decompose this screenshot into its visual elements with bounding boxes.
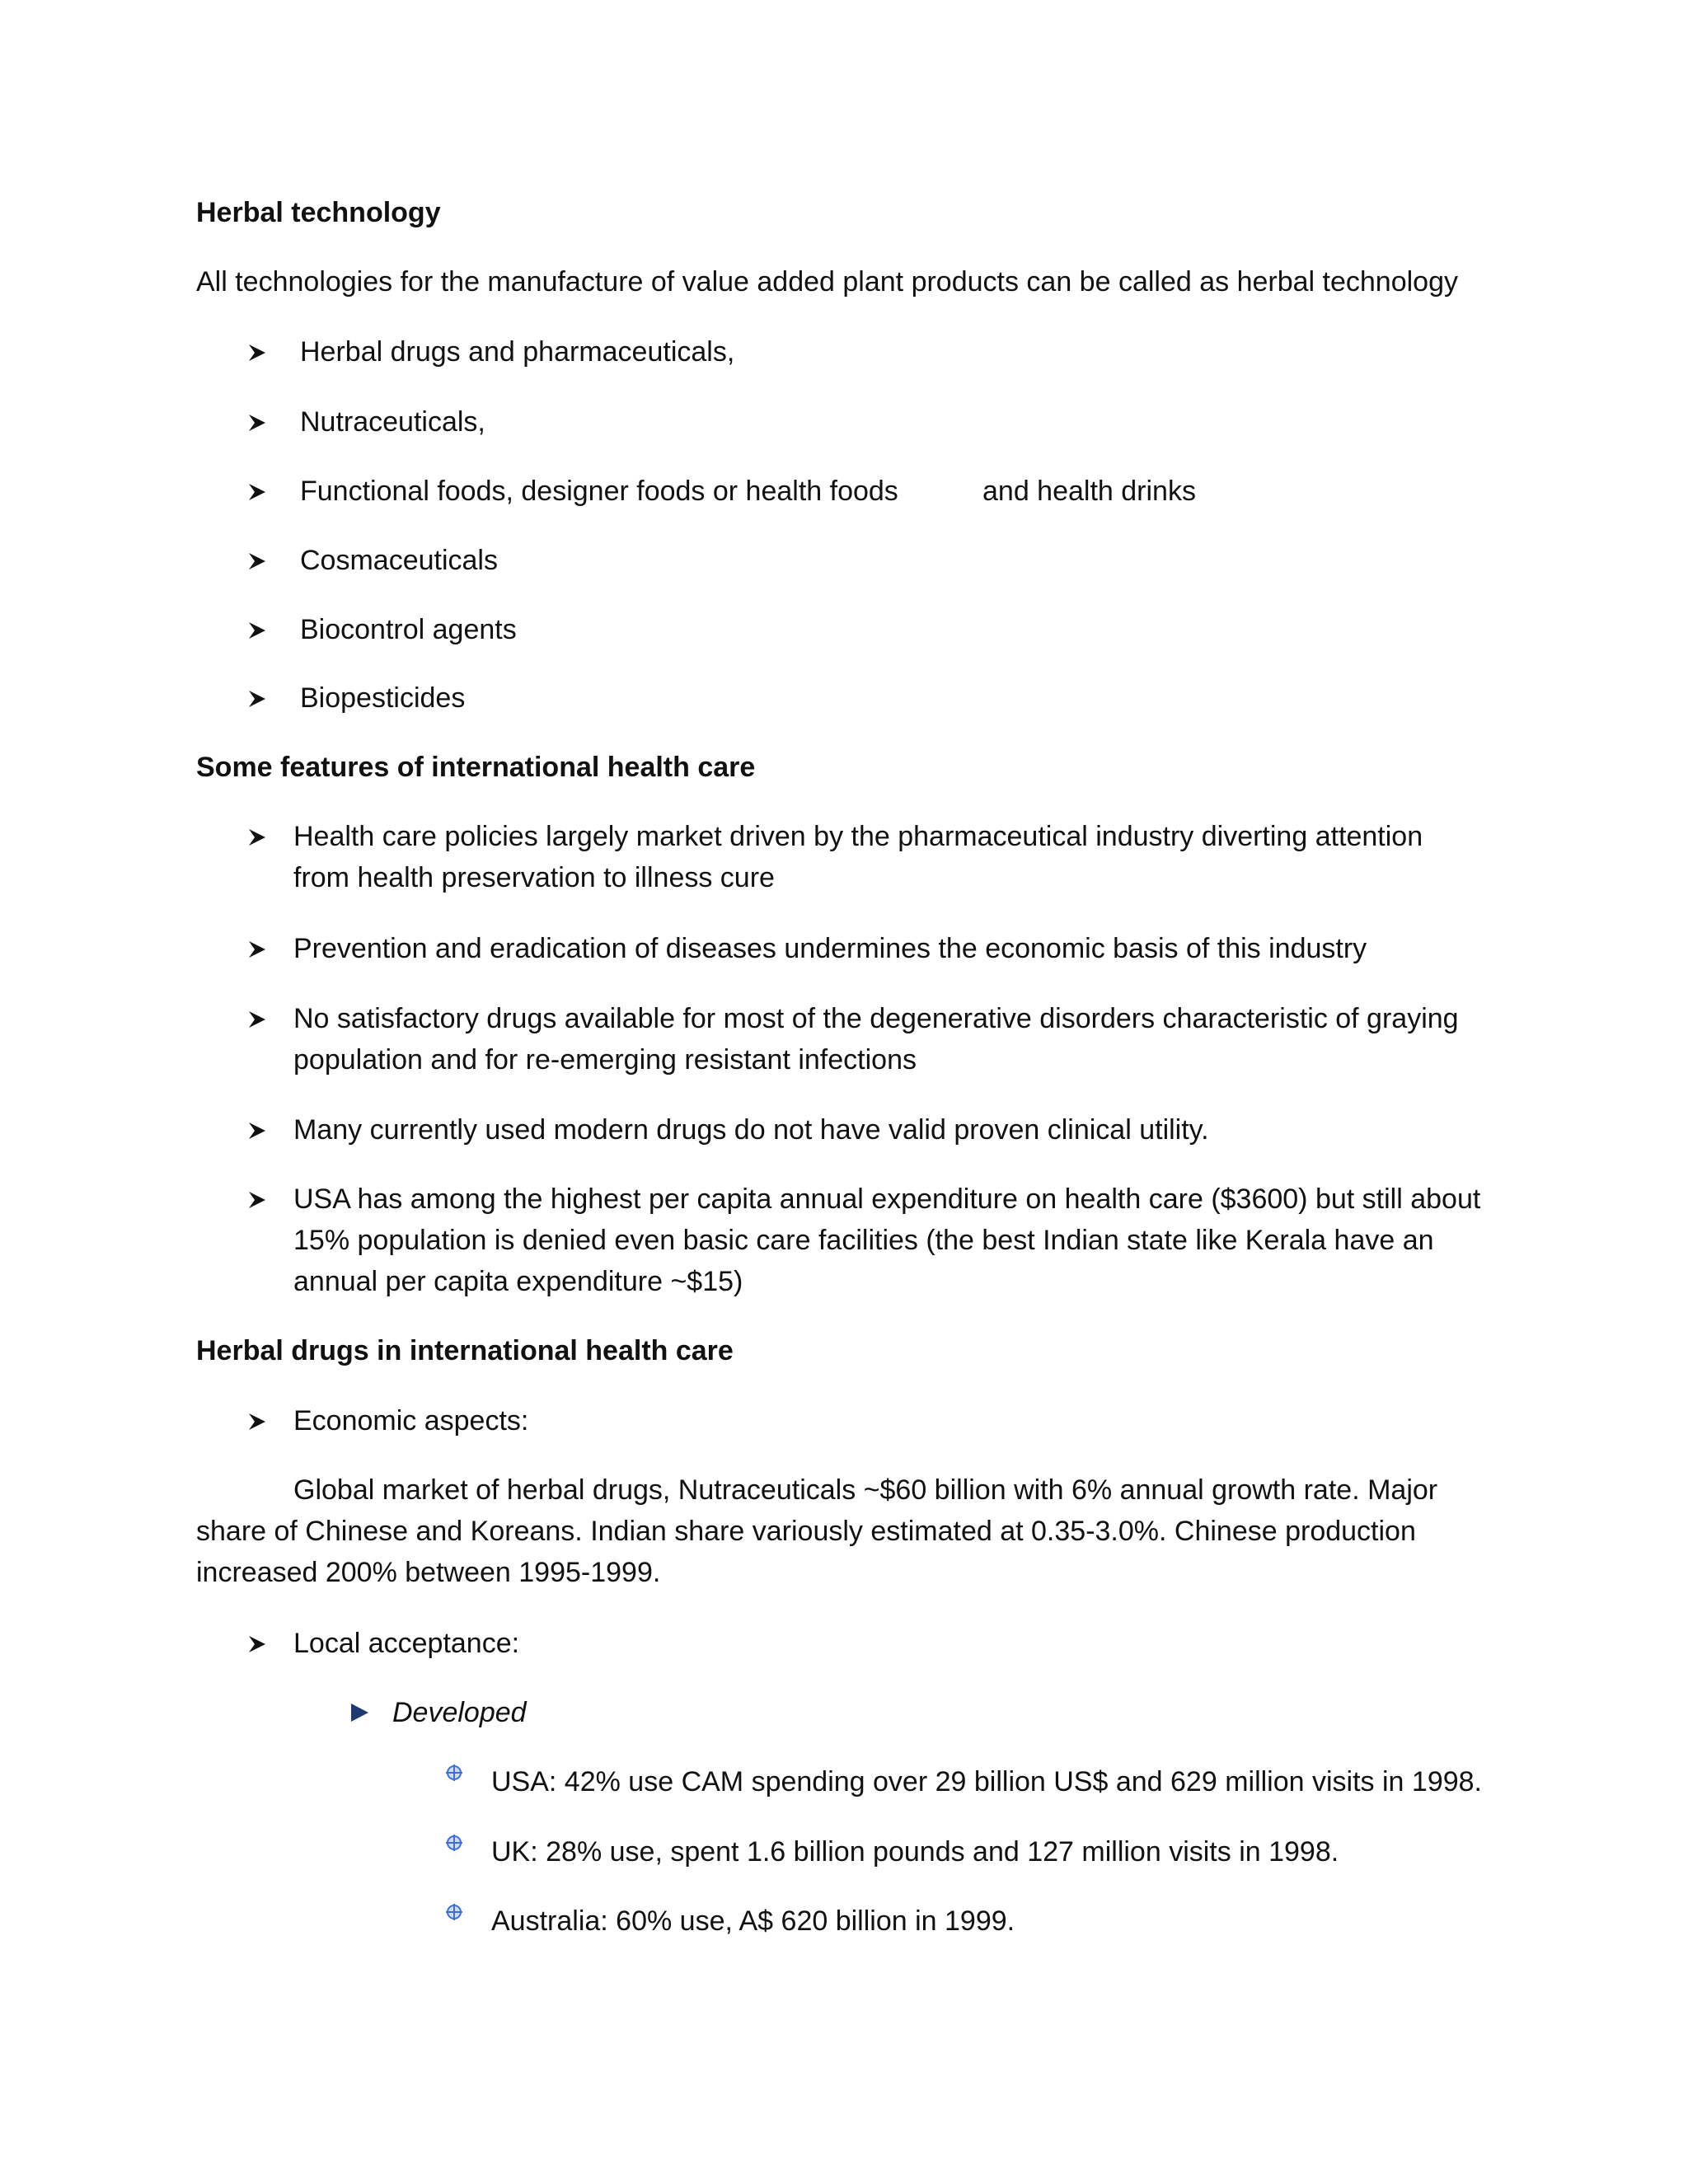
heading-herbal-drugs: Herbal drugs in international health care bbox=[196, 1335, 734, 1366]
economic-paragraph-line: increased 200% between 1995-1999. bbox=[196, 1557, 661, 1588]
arrow-bullet-icon bbox=[247, 343, 267, 363]
triangle-bullet-icon bbox=[349, 1703, 369, 1722]
list-item-extra: and health drinks bbox=[982, 476, 1196, 507]
arrow-bullet-icon bbox=[247, 1634, 267, 1654]
list-item: Nutraceuticals, bbox=[300, 406, 485, 438]
list-item: Herbal drugs and pharmaceuticals, bbox=[300, 336, 735, 368]
arrow-bullet-icon bbox=[247, 413, 267, 433]
feature-line: No satisfactory drugs available for most of the degenerative disorders characteristic of graying bbox=[293, 1003, 1459, 1034]
feature-line: USA has among the highest per capita annual expenditure on health care ($3600) but still about bbox=[293, 1183, 1481, 1215]
arrow-bullet-icon bbox=[247, 689, 267, 709]
arrow-bullet-icon bbox=[247, 1121, 267, 1141]
arrow-bullet-icon bbox=[247, 827, 267, 847]
feature-line: from health preservation to illness cure bbox=[293, 862, 775, 893]
cross-bullet-icon bbox=[445, 1764, 463, 1782]
arrow-bullet-icon bbox=[247, 482, 267, 502]
list-item: Cosmaceuticals bbox=[300, 545, 498, 576]
arrow-bullet-icon bbox=[247, 1412, 267, 1432]
developed-item: Australia: 60% use, A$ 620 billion in 1999. bbox=[491, 1905, 1015, 1937]
arrow-bullet-icon bbox=[247, 940, 267, 959]
heading-herbal-technology: Herbal technology bbox=[196, 197, 441, 228]
feature-line: 15% population is denied even basic care facilities (the best Indian state like Kerala have an bbox=[293, 1225, 1434, 1256]
developed-item: UK: 28% use, spent 1.6 billion pounds and 127 million visits in 1998. bbox=[491, 1836, 1339, 1868]
developed-item: USA: 42% use CAM spending over 29 billion US$ and 629 million visits in 1998. bbox=[491, 1766, 1482, 1797]
list-item: Biocontrol agents bbox=[300, 614, 517, 645]
economic-paragraph-line: Global market of herbal drugs, Nutraceuticals ~$60 billion with 6% annual growth rate. Major bbox=[293, 1474, 1438, 1506]
arrow-bullet-icon bbox=[247, 551, 267, 571]
feature-line: annual per capita expenditure ~$15) bbox=[293, 1266, 743, 1297]
list-item: Biopesticides bbox=[300, 682, 466, 714]
arrow-bullet-icon bbox=[247, 1010, 267, 1029]
economic-label: Economic aspects: bbox=[293, 1405, 529, 1436]
local-acceptance-label: Local acceptance: bbox=[293, 1628, 520, 1659]
list-item: Functional foods, designer foods or health foods bbox=[300, 476, 898, 507]
feature-line: Many currently used modern drugs do not have valid proven clinical utility. bbox=[293, 1114, 1209, 1146]
feature-line: population and for re-emerging resistant infections bbox=[293, 1044, 917, 1076]
economic-paragraph-line: share of Chinese and Koreans. Indian share variously estimated at 0.35-3.0%. Chinese production bbox=[196, 1516, 1416, 1547]
heading-international-health-care: Some features of international health care bbox=[196, 752, 756, 783]
intro-paragraph: All technologies for the manufacture of value added plant products can be called as herbal technology bbox=[196, 266, 1458, 298]
cross-bullet-icon bbox=[445, 1903, 463, 1921]
cross-bullet-icon bbox=[445, 1834, 463, 1852]
arrow-bullet-icon bbox=[247, 1190, 267, 1210]
arrow-bullet-icon bbox=[247, 621, 267, 640]
feature-line: Health care policies largely market driven by the pharmaceutical industry diverting attention bbox=[293, 821, 1423, 852]
developed-label: Developed bbox=[392, 1697, 527, 1728]
feature-line: Prevention and eradication of diseases undermines the economic basis of this industry bbox=[293, 933, 1367, 964]
